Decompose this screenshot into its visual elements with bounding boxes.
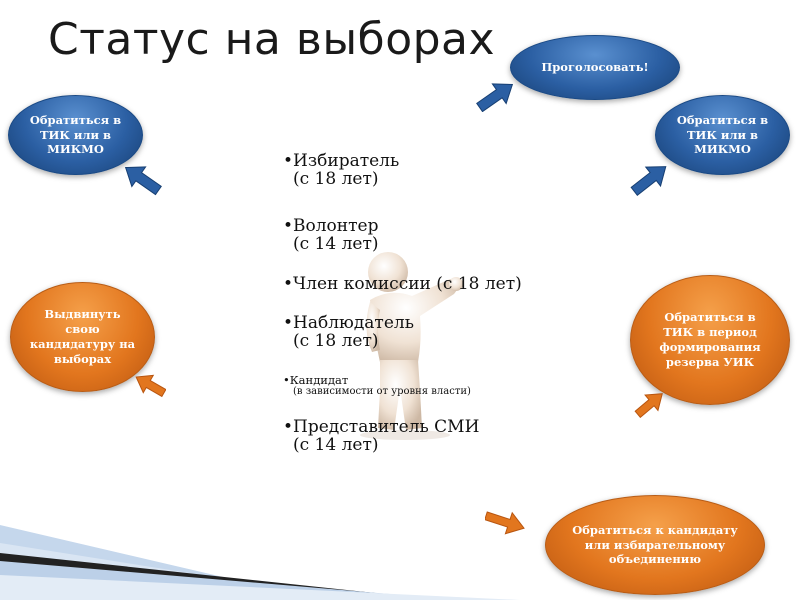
decorative-stripes bbox=[0, 495, 560, 600]
bubble-candidate-text: Обратиться к кандидату или избирательному объединению bbox=[572, 522, 738, 567]
list-item-candidate bbox=[283, 374, 471, 398]
list-item-observer bbox=[283, 314, 414, 350]
list-item-observer-label: •Наблюдатель bbox=[283, 313, 414, 333]
bubble-reserve bbox=[630, 275, 790, 405]
list-item-volunteer-label: •Волонтер bbox=[283, 216, 379, 236]
list-item-candidate-sub: (в зависимости от уровня власти) bbox=[293, 386, 471, 397]
list-item-voter bbox=[283, 152, 399, 188]
bubble-tik-right-text: Обратиться в ТИК или в МИКМО bbox=[676, 112, 769, 157]
arrow-to-tik-right bbox=[630, 162, 670, 196]
bubble-tik-right bbox=[655, 95, 790, 175]
bubble-candidate bbox=[545, 495, 765, 595]
list-item-volunteer bbox=[283, 217, 379, 253]
arrow-to-candidate bbox=[485, 508, 525, 536]
list-item-voter-sub: (с 18 лет) bbox=[293, 169, 379, 189]
arrow-to-reserve bbox=[634, 390, 666, 418]
list-item-commission bbox=[283, 275, 522, 293]
arrow-to-vote bbox=[476, 80, 516, 112]
list-item-media bbox=[283, 418, 479, 454]
list-item-media-label: •Представитель СМИ bbox=[283, 417, 480, 437]
list-item-volunteer-sub: (с 14 лет) bbox=[293, 234, 379, 254]
bubble-vote bbox=[510, 35, 680, 100]
list-item-observer-sub: (с 18 лет) bbox=[293, 331, 379, 351]
bubble-reserve-text: Обратиться в ТИК в период формирования резерва УИК bbox=[659, 310, 761, 369]
bubble-nominate-text: Выдвинуть свою кандидатуру на выборах bbox=[29, 307, 136, 366]
list-item-voter-label: •Избиратель bbox=[283, 151, 400, 171]
arrow-to-tik-left bbox=[122, 162, 162, 196]
bubble-tik-left-text: Обратиться в ТИК или в МИКМО bbox=[29, 112, 122, 157]
list-item-candidate-label: •Кандидат bbox=[283, 373, 349, 387]
list-item-commission-label: •Член комиссии (с 18 лет) bbox=[283, 274, 522, 294]
arrow-to-nominate bbox=[134, 372, 166, 398]
bubble-vote-text: Проголосовать! bbox=[541, 60, 649, 75]
list-item-media-sub: (с 14 лет) bbox=[293, 435, 379, 455]
page-title: Статус на выборах bbox=[48, 14, 496, 65]
